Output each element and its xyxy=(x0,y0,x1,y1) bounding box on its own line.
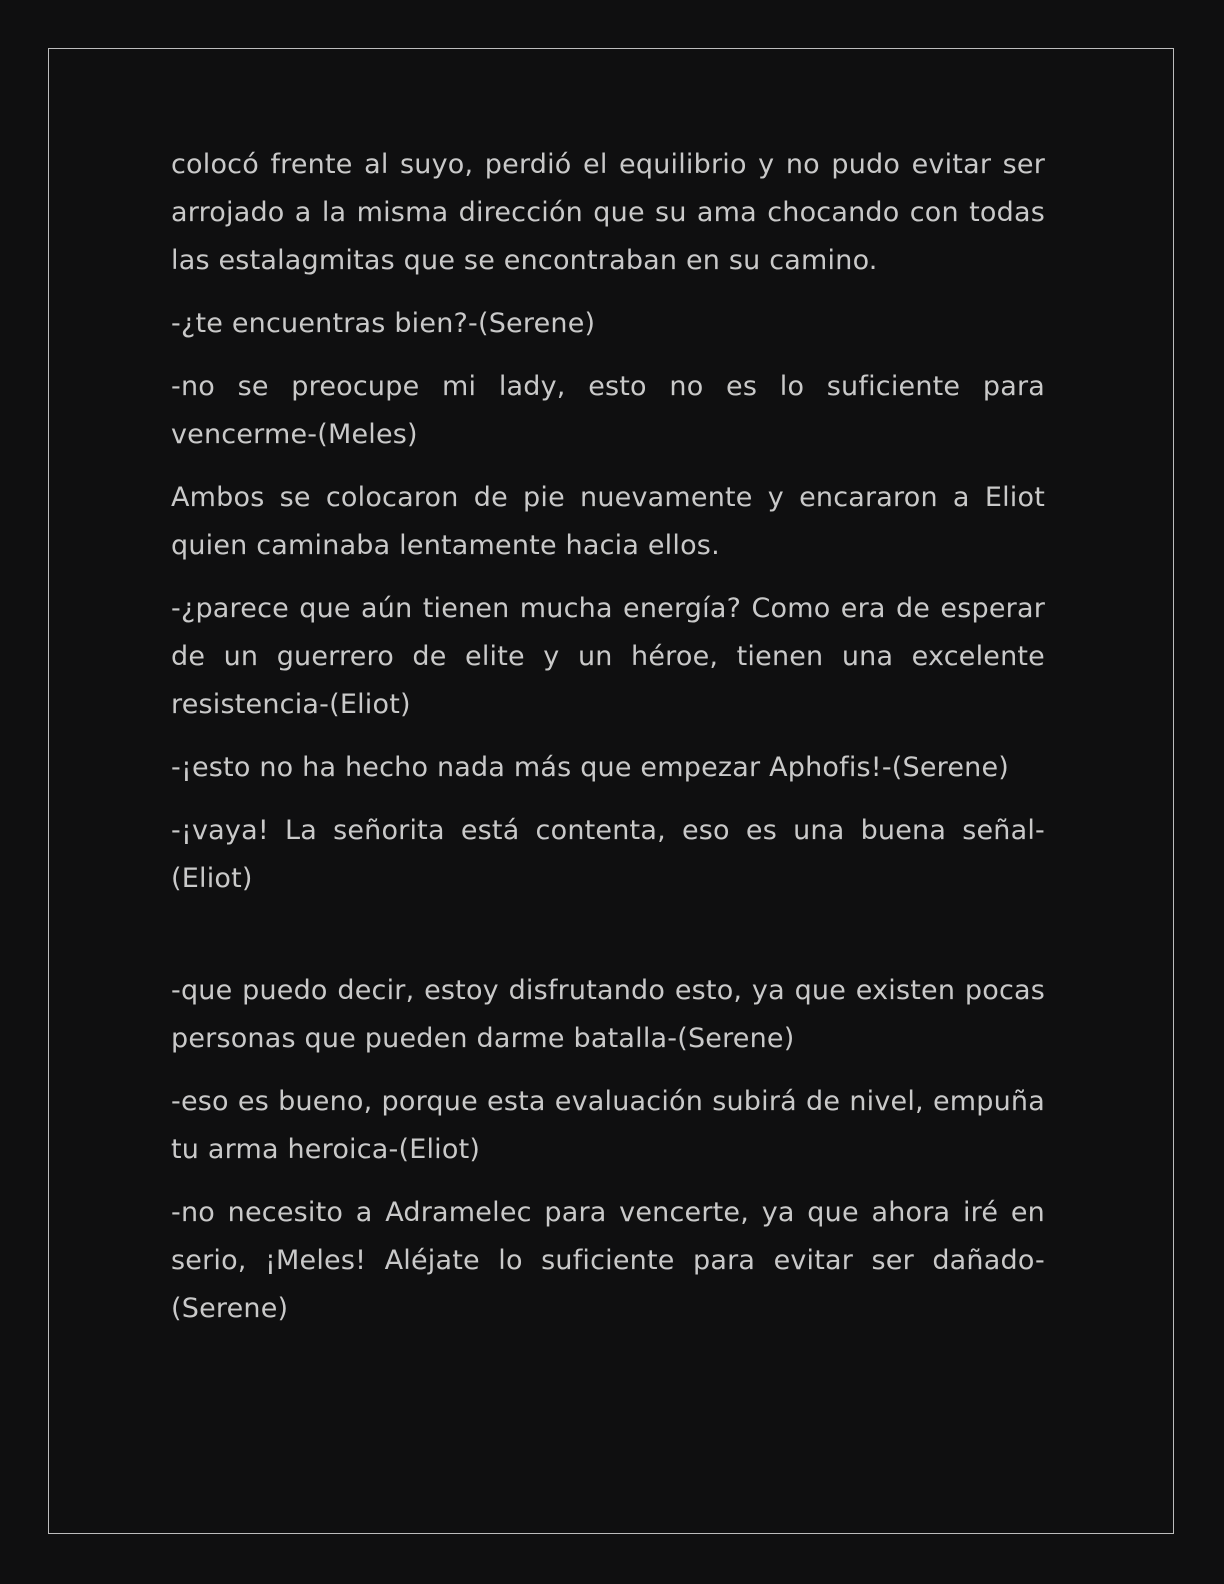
dialogue-line: -¿parece que aún tienen mucha energía? Como era de esperar de un guerrero de elite y un héroe, tienen una excelente resistencia-(Eliot) xyxy=(171,593,1045,720)
dialogue-line: -no se preocupe mi lady, esto no es lo suficiente para vencerme-(Meles) xyxy=(171,371,1045,450)
dialogue-line: -¿te encuentras bien?-(Serene) xyxy=(171,308,596,339)
dialogue-line: -no necesito a Adramelec para vencerte, ya que ahora iré en serio, ¡Meles! Aléjate lo suficiente para evitar ser dañado-(Serene) xyxy=(171,1197,1045,1324)
blank-line xyxy=(171,918,1045,967)
paragraph: colocó frente al suyo, perdió el equilibrio y no pudo evitar ser arrojado a la misma dirección que su ama chocando con todas las estalagmitas que se encontraban en su camino. xyxy=(171,149,1045,276)
page-frame xyxy=(48,48,1174,1534)
text-column xyxy=(171,141,1045,1348)
paragraph: Ambos se colocaron de pie nuevamente y encararon a Eliot quien caminaba lentamente hacia ellos. xyxy=(171,482,1045,561)
dialogue-line: -eso es bueno, porque esta evaluación subirá de nivel, empuña tu arma heroica-(Eliot) xyxy=(171,1086,1045,1165)
dialogue-line: -¡esto no ha hecho nada más que empezar Aphofis!-(Serene) xyxy=(171,752,1010,783)
dialogue-line: -que puedo decir, estoy disfrutando esto, ya que existen pocas personas que pueden darme batalla-(Serene) xyxy=(171,975,1045,1054)
dialogue-line: -¡vaya! La señorita está contenta, eso es una buena señal-(Eliot) xyxy=(171,815,1045,894)
